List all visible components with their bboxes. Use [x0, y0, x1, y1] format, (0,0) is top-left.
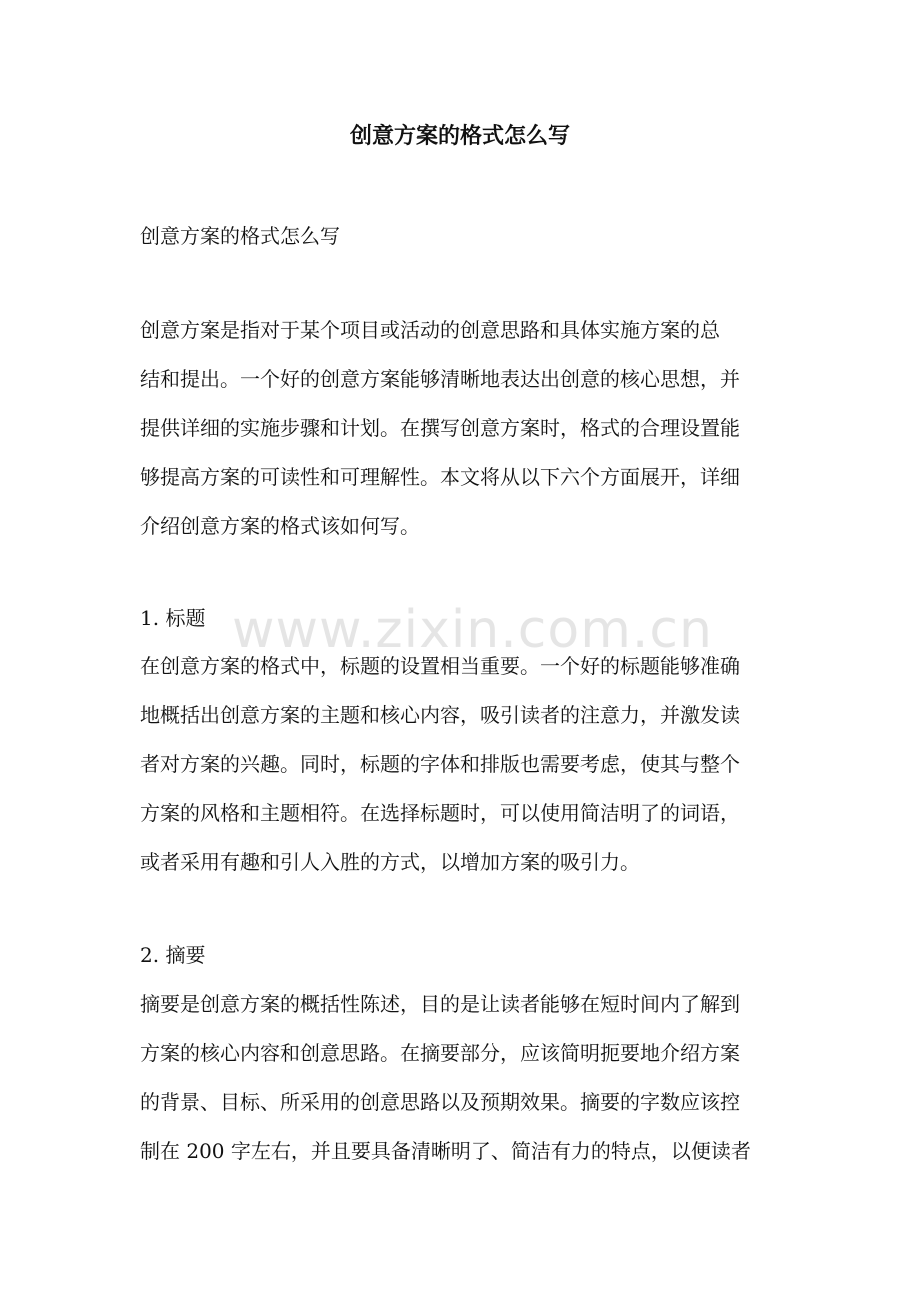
section-line: 方案的风格和主题相符。在选择标题时，可以使用简洁明了的词语， [140, 801, 740, 825]
section-line: 者对方案的兴趣。同时，标题的字体和排版也需要考虑，使其与整个 [140, 752, 740, 776]
intro-line: 介绍创意方案的格式该如何写。 [140, 514, 420, 538]
section-line: 或者采用有趣和引人入胜的方式，以增加方案的吸引力。 [140, 850, 640, 874]
section-line: 在创意方案的格式中，标题的设置相当重要。一个好的标题能够准确 [140, 654, 740, 678]
intro-line: 提供详细的实施步骤和计划。在撰写创意方案时，格式的合理设置能 [140, 416, 740, 440]
watermark: www.zixin.com.cn [232, 600, 713, 660]
document-subtitle: 创意方案的格式怎么写 [140, 224, 340, 248]
intro-line: 结和提出。一个好的创意方案能够清晰地表达出创意的核心思想，并 [140, 367, 740, 391]
section-line: 摘要是创意方案的概括性陈述，目的是让读者能够在短时间内了解到 [140, 992, 740, 1016]
section-line: 地概括出创意方案的主题和核心内容，吸引读者的注意力，并激发读 [140, 703, 740, 727]
section-heading: 2. 摘要 [140, 943, 206, 967]
section-line: 的背景、目标、所采用的创意思路以及预期效果。摘要的字数应该控 [140, 1090, 740, 1114]
section-line: 方案的核心内容和创意思路。在摘要部分，应该简明扼要地介绍方案 [140, 1041, 740, 1065]
intro-line: 创意方案是指对于某个项目或活动的创意思路和具体实施方案的总 [140, 318, 720, 342]
section-line: 制在 200 字左右，并且要具备清晰明了、简洁有力的特点，以便读者 [140, 1139, 751, 1163]
document-title: 创意方案的格式怎么写 [349, 123, 570, 149]
section-heading: 1. 标题 [140, 606, 206, 630]
intro-line: 够提高方案的可读性和可理解性。本文将从以下六个方面展开，详细 [140, 465, 740, 489]
